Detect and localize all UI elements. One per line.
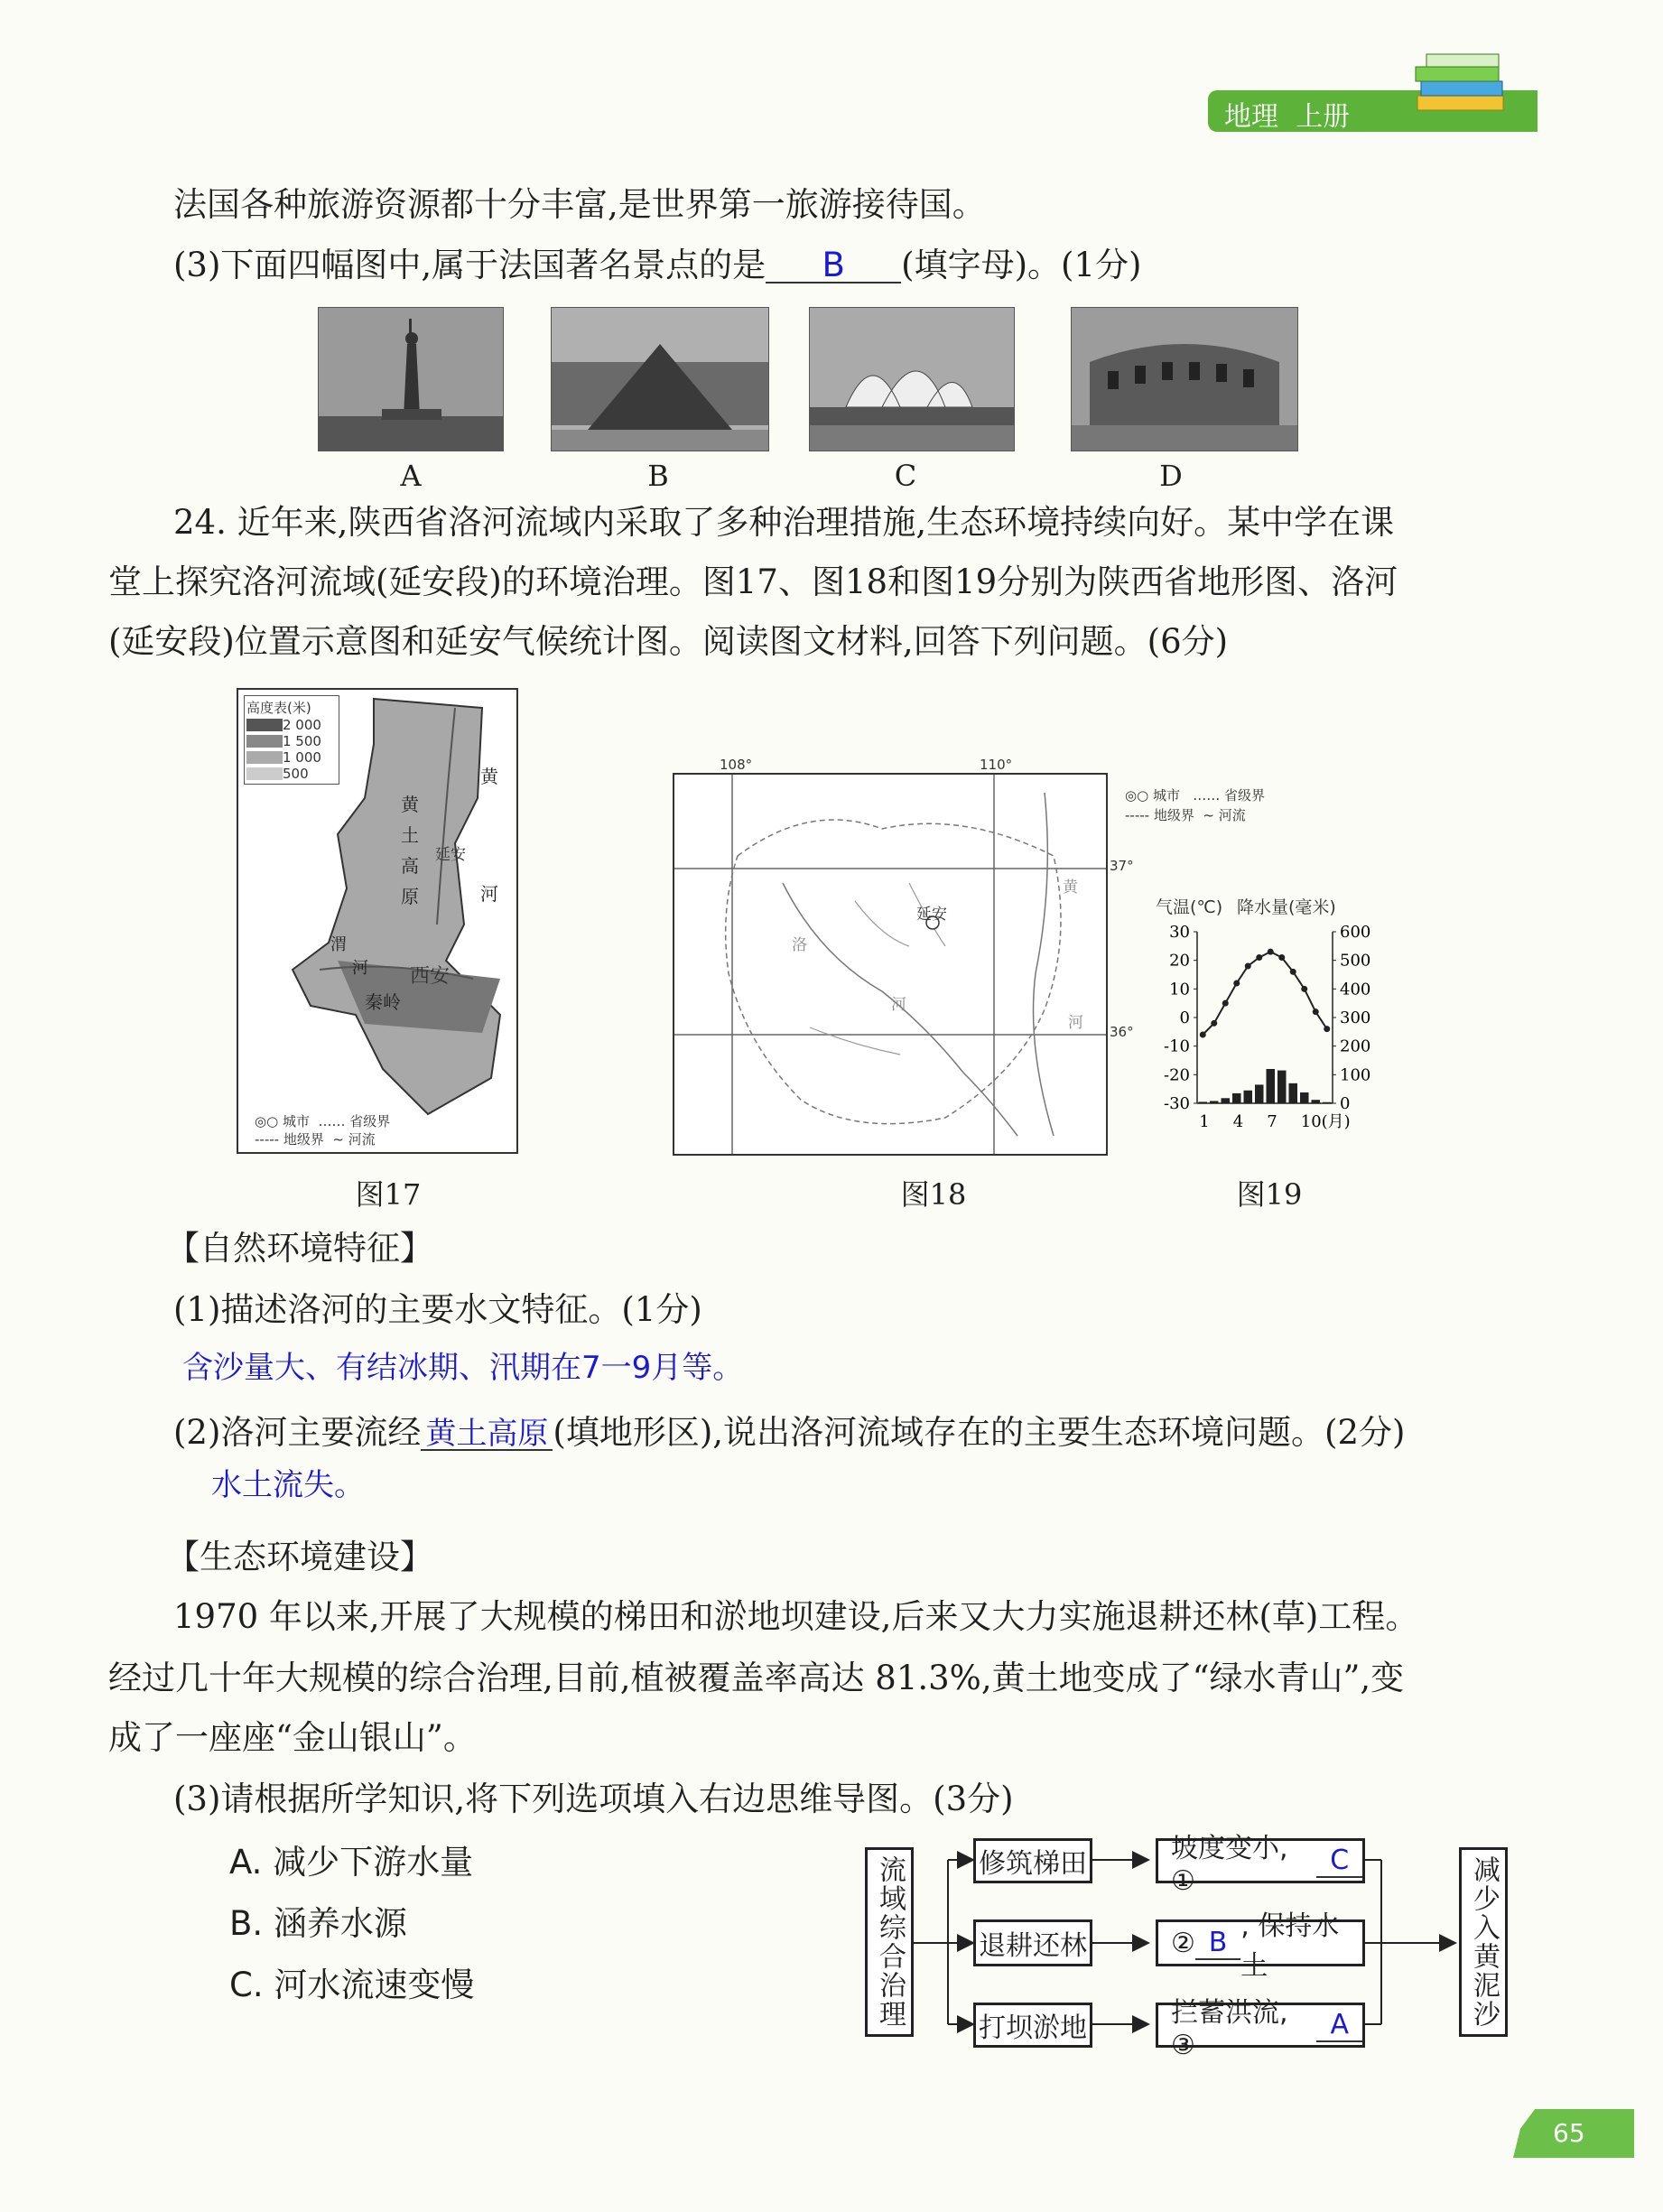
photo-label-c: C — [894, 459, 917, 493]
photo-label-b: B — [647, 459, 669, 493]
temperature-point — [1290, 969, 1296, 975]
photo-label-a: A — [400, 459, 422, 493]
photo-d-colosseum — [1071, 307, 1298, 451]
temp-tick-label: 0 — [1179, 1008, 1190, 1027]
q3-option-a: A. 减少下游水量 — [229, 1843, 474, 1882]
x-tick-label: 1 — [1199, 1112, 1210, 1131]
photo-label-d: D — [1159, 459, 1183, 493]
precip-tick-label: 300 — [1340, 1008, 1371, 1027]
fig18-map — [673, 757, 1134, 1156]
fig18-caption: 图18 — [900, 1177, 967, 1212]
fig17-legend-1000: 1 000 — [283, 749, 321, 766]
mindmap-action-2: 退耕还林 — [973, 1919, 1092, 1966]
temp-tick-label: -20 — [1164, 1065, 1190, 1085]
q1-answer: 含沙量大、有结冰期、汛期在7一9月等。 — [182, 1350, 744, 1386]
precip-tick-label: 0 — [1340, 1094, 1351, 1113]
fig18-lat-36: 36° — [1110, 1024, 1134, 1040]
q24-intro-1: 24. 近年来,陕西省洛河流域内采取了多种治理措施,生态环境持续向好。某中学在课 — [173, 503, 1395, 542]
fig19-precip-label: 降水量(毫米) — [1237, 897, 1336, 917]
temp-tick-label: 30 — [1169, 923, 1190, 942]
section-natural-environment-title: 【自然环境特征】 — [166, 1229, 433, 1268]
fig17-caption: 图17 — [355, 1177, 422, 1212]
section-eco-construction-title: 【生态环境建设】 — [166, 1538, 433, 1576]
q23-line1: 法国各种旅游资源都十分丰富,是世界第一旅游接待国。 — [173, 185, 986, 224]
q23-answer: B — [822, 246, 845, 284]
temperature-point — [1301, 986, 1307, 992]
fig18-label-luo: 洛 — [792, 936, 807, 954]
precip-tick-label: 400 — [1340, 980, 1371, 999]
q1-text: (1)描述洛河的主要水文特征。(1分) — [173, 1290, 702, 1329]
precip-bar — [1222, 1098, 1231, 1103]
fig17-key: ◎○ 城市 …… 省级界 ----- 地级界 ~ 河流 — [255, 1113, 391, 1148]
precip-bar — [1255, 1084, 1264, 1103]
temp-tick-label: 20 — [1169, 951, 1190, 971]
precip-bar — [1210, 1101, 1219, 1103]
fig17-map — [237, 688, 518, 1154]
precip-bar — [1267, 1069, 1276, 1103]
mindmap-left-box: 流域综合治理 — [865, 1847, 914, 2037]
q23-q3: (3)下面四幅图中,属于法国著名景点的是 B (填字母)。(1分) — [173, 246, 1142, 284]
q2-answer2: 水土流失。 — [211, 1467, 365, 1503]
fig17-label-xian: 西安 — [410, 965, 451, 988]
precip-bar — [1300, 1092, 1309, 1103]
temperature-line — [1203, 952, 1327, 1035]
fig17-label-plateau: 黄土高原 — [401, 794, 419, 907]
precip-tick-label: 200 — [1340, 1036, 1371, 1056]
temp-tick-label: -30 — [1164, 1094, 1190, 1113]
x-tick-label: 4 — [1232, 1112, 1244, 1131]
mindmap-action-1: 修筑梯田 — [973, 1838, 1092, 1883]
mindmap-right-box: 减少入黄泥沙 — [1459, 1847, 1508, 2037]
q2-text: (2)洛河主要流经 黄土高原 (填地形区),说出洛河流域存在的主要生态环境问题。(2分) — [173, 1413, 1406, 1452]
q3-option-c: C. 河水流速变慢 — [229, 1966, 475, 2004]
temp-tick-label: 10 — [1169, 980, 1190, 999]
fig18-key: ◎○ 城市 …… 省级界 ----- 地级界 ~ 河流 — [1125, 787, 1266, 823]
temperature-point — [1245, 963, 1251, 970]
q3-option-b: B. 涵养水源 — [229, 1904, 407, 1943]
temperature-point — [1211, 1020, 1217, 1027]
page-number: 65 — [1553, 2118, 1585, 2148]
precip-bar — [1323, 1102, 1332, 1103]
fig17-label-wei-he: 河 — [352, 959, 368, 978]
fig19-temp-label: 气温(℃) — [1156, 897, 1223, 917]
temperature-point — [1313, 1008, 1319, 1015]
fig17-label-yanan: 延安 — [435, 846, 466, 864]
q3-text: (3)请根据所学知识,将下列选项填入右边思维导图。(3分) — [173, 1780, 1014, 1818]
q24-intro-2: 堂上探究洛河流域(延安段)的环境治理。图17、图18和图19分别为陕西省地形图、洛河 — [108, 562, 1398, 601]
books-logo — [1408, 51, 1517, 123]
fig17-legend-2000: 2 000 — [283, 717, 321, 733]
precip-bar — [1289, 1083, 1298, 1103]
precip-tick-label: 500 — [1340, 951, 1371, 971]
fig18-lat-37: 37° — [1110, 858, 1134, 874]
temperature-point — [1200, 1032, 1206, 1038]
mindmap-effect-2: ② B , 保持水土 — [1156, 1919, 1365, 1966]
fig17-label-qinling: 秦岭 — [365, 991, 401, 1013]
precip-bar — [1312, 1100, 1321, 1103]
photo-c-sydney-opera-house — [809, 307, 1015, 451]
fig19-caption: 图19 — [1236, 1177, 1303, 1212]
precip-bar — [1199, 1101, 1208, 1103]
fig17-legend-500: 500 — [283, 766, 309, 782]
temperature-point — [1278, 954, 1285, 961]
q2-answer: 黄土高原 — [425, 1416, 549, 1452]
photo-a-statue-of-liberty — [318, 307, 504, 451]
q24-intro-3: (延安段)位置示意图和延安气候统计图。阅读图文材料,回答下列问题。(6分) — [108, 622, 1229, 661]
temperature-point — [1256, 954, 1262, 961]
fig18-label-yanan: 延安 — [916, 906, 947, 924]
fig17-label-wei: 渭 — [330, 935, 347, 954]
fig17-legend-1500: 1 500 — [283, 733, 321, 749]
mindmap-answer-3: A — [1330, 2008, 1349, 2040]
para-line3: 成了一座座“金山银山”。 — [108, 1718, 477, 1757]
fig17-label-huang: 黄 — [480, 766, 498, 787]
fig19-climate-chart — [1147, 912, 1399, 1174]
mindmap-action-3: 打坝淤地 — [973, 2003, 1092, 2048]
fig18-lon-110: 110° — [980, 757, 1013, 773]
precip-tick-label: 100 — [1340, 1065, 1371, 1085]
fig17-label-he: 河 — [480, 883, 498, 905]
fig17-legend-box — [244, 695, 339, 785]
header-subject: 地理 上册 — [1224, 101, 1351, 133]
para-line1: 1970 年以来,开展了大规模的梯田和淤地坝建设,后来又大力实施退耕还林(草)工程。 — [173, 1597, 1419, 1636]
x-tick-label: 10(月) — [1300, 1112, 1351, 1131]
fig18-label-he2: 河 — [1068, 1014, 1083, 1032]
temp-tick-label: -10 — [1164, 1036, 1190, 1056]
precip-bar — [1232, 1093, 1241, 1103]
temperature-point — [1268, 949, 1274, 955]
mindmap-answer-2: B — [1208, 1926, 1228, 1958]
fig18-lon-108: 108° — [720, 757, 753, 773]
temperature-point — [1233, 981, 1240, 987]
para-line2: 经过几十年大规模的综合治理,目前,植被覆盖率高达 81.3%,黄土地变成了“绿水青山”,变 — [108, 1659, 1405, 1697]
temperature-point — [1324, 1026, 1330, 1032]
fig18-label-he: 河 — [891, 996, 906, 1014]
precip-bar — [1244, 1091, 1253, 1103]
temperature-point — [1222, 1000, 1229, 1007]
mindmap-answer-1: C — [1330, 1844, 1350, 1876]
mindmap-effect-1: 坡度变小, ① C — [1156, 1838, 1365, 1883]
fig18-label-huang: 黄 — [1063, 878, 1078, 897]
mindmap-effect-3: 拦蓄洪流, ③ A — [1156, 2003, 1365, 2048]
x-tick-label: 7 — [1267, 1112, 1277, 1131]
precip-bar — [1277, 1071, 1287, 1103]
fig17-legend-title: 高度表(米) — [246, 700, 311, 716]
photo-b-louvre — [551, 307, 769, 451]
precip-tick-label: 600 — [1340, 923, 1371, 942]
